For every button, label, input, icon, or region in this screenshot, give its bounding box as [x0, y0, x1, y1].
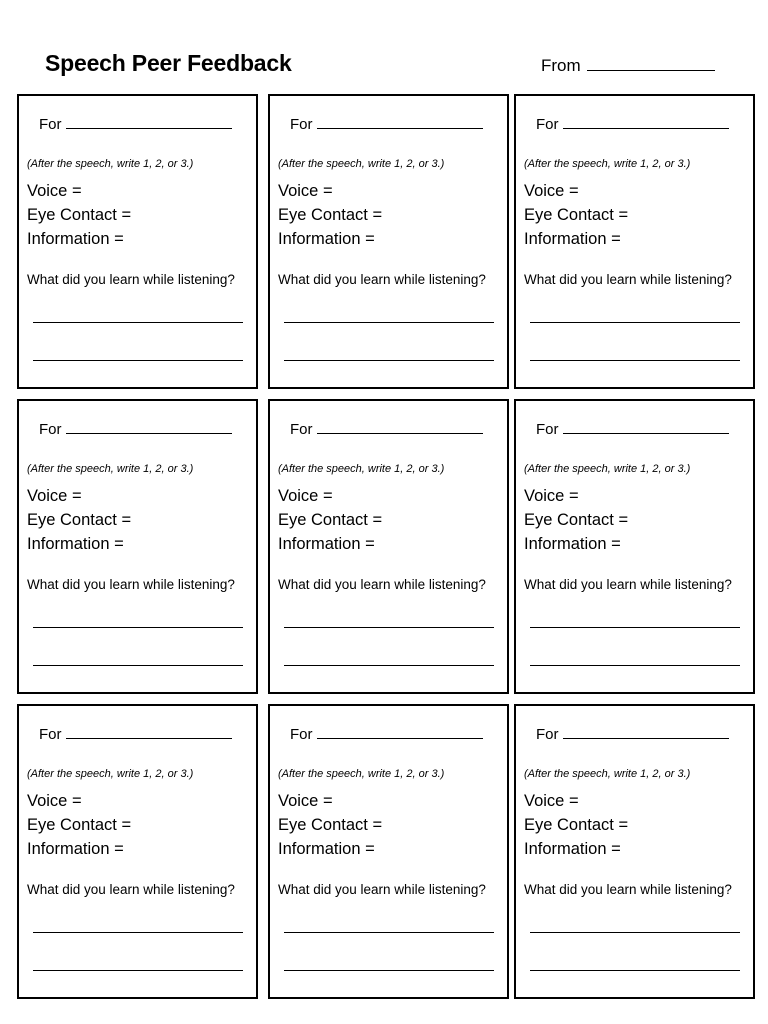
- from-blank[interactable]: [587, 60, 715, 71]
- answer-line-2[interactable]: [530, 360, 740, 361]
- voice-score[interactable]: Voice =: [524, 792, 579, 810]
- answer-line-2[interactable]: [284, 665, 494, 666]
- answer-line-1[interactable]: [33, 322, 243, 323]
- learning-question: What did you learn while listening?: [278, 577, 486, 592]
- feedback-card-2: [268, 94, 509, 389]
- for-blank[interactable]: [66, 728, 232, 739]
- eye-contact-score[interactable]: Eye Contact =: [278, 511, 383, 529]
- information-score[interactable]: Information =: [27, 535, 124, 553]
- rating-instruction: (After the speech, write 1, 2, or 3.): [27, 463, 194, 475]
- rating-instruction: (After the speech, write 1, 2, or 3.): [524, 158, 691, 170]
- eye-contact-score[interactable]: Eye Contact =: [27, 511, 132, 529]
- for-field[interactable]: [290, 726, 483, 743]
- answer-line-2[interactable]: [33, 970, 243, 971]
- learning-question: What did you learn while listening?: [524, 272, 732, 287]
- voice-score[interactable]: Voice =: [278, 792, 333, 810]
- learning-question: What did you learn while listening?: [27, 272, 235, 287]
- information-score[interactable]: Information =: [524, 535, 621, 553]
- voice-score[interactable]: Voice =: [27, 182, 82, 200]
- for-field[interactable]: [536, 421, 729, 438]
- for-blank[interactable]: [66, 423, 232, 434]
- information-score[interactable]: Information =: [278, 230, 375, 248]
- learning-question: What did you learn while listening?: [524, 577, 732, 592]
- eye-contact-score[interactable]: Eye Contact =: [27, 816, 132, 834]
- for-blank[interactable]: [317, 423, 483, 434]
- eye-contact-score[interactable]: Eye Contact =: [278, 816, 383, 834]
- for-label: For: [290, 421, 313, 438]
- answer-line-2[interactable]: [284, 970, 494, 971]
- answer-line-2[interactable]: [530, 970, 740, 971]
- information-score[interactable]: Information =: [278, 840, 375, 858]
- rating-instruction: (After the speech, write 1, 2, or 3.): [278, 158, 445, 170]
- for-blank[interactable]: [563, 423, 729, 434]
- feedback-card-3: [514, 94, 755, 389]
- eye-contact-score[interactable]: Eye Contact =: [27, 206, 132, 224]
- voice-score[interactable]: Voice =: [524, 487, 579, 505]
- learning-question: What did you learn while listening?: [278, 272, 486, 287]
- rating-instruction: (After the speech, write 1, 2, or 3.): [27, 158, 194, 170]
- voice-score[interactable]: Voice =: [27, 792, 82, 810]
- answer-line-2[interactable]: [530, 665, 740, 666]
- voice-score[interactable]: Voice =: [278, 182, 333, 200]
- from-label: From: [541, 56, 581, 75]
- eye-contact-score[interactable]: Eye Contact =: [278, 206, 383, 224]
- information-score[interactable]: Information =: [27, 840, 124, 858]
- for-blank[interactable]: [563, 728, 729, 739]
- answer-line-1[interactable]: [33, 627, 243, 628]
- answer-line-1[interactable]: [284, 322, 494, 323]
- feedback-card-7: [17, 704, 258, 999]
- for-label: For: [39, 421, 62, 438]
- feedback-card-1: [17, 94, 258, 389]
- for-label: For: [290, 116, 313, 133]
- for-label: For: [290, 726, 313, 743]
- eye-contact-score[interactable]: Eye Contact =: [524, 206, 629, 224]
- voice-score[interactable]: Voice =: [27, 487, 82, 505]
- answer-line-2[interactable]: [33, 665, 243, 666]
- information-score[interactable]: Information =: [524, 230, 621, 248]
- feedback-card-9: [514, 704, 755, 999]
- for-field[interactable]: [536, 726, 729, 743]
- voice-score[interactable]: Voice =: [524, 182, 579, 200]
- answer-line-1[interactable]: [530, 322, 740, 323]
- for-blank[interactable]: [317, 118, 483, 129]
- answer-line-1[interactable]: [530, 932, 740, 933]
- from-field[interactable]: [541, 56, 715, 76]
- information-score[interactable]: Information =: [278, 535, 375, 553]
- rating-instruction: (After the speech, write 1, 2, or 3.): [524, 463, 691, 475]
- for-field[interactable]: [39, 116, 232, 133]
- learning-question: What did you learn while listening?: [524, 882, 732, 897]
- feedback-card-5: [268, 399, 509, 694]
- for-label: For: [536, 726, 559, 743]
- learning-question: What did you learn while listening?: [27, 577, 235, 592]
- for-blank[interactable]: [66, 118, 232, 129]
- answer-line-2[interactable]: [33, 360, 243, 361]
- for-label: For: [536, 116, 559, 133]
- feedback-card-6: [514, 399, 755, 694]
- learning-question: What did you learn while listening?: [278, 882, 486, 897]
- answer-line-2[interactable]: [284, 360, 494, 361]
- for-field[interactable]: [290, 421, 483, 438]
- answer-line-1[interactable]: [284, 627, 494, 628]
- for-field[interactable]: [536, 116, 729, 133]
- information-score[interactable]: Information =: [27, 230, 124, 248]
- eye-contact-score[interactable]: Eye Contact =: [524, 511, 629, 529]
- rating-instruction: (After the speech, write 1, 2, or 3.): [524, 768, 691, 780]
- for-field[interactable]: [290, 116, 483, 133]
- feedback-card-8: [268, 704, 509, 999]
- for-blank[interactable]: [563, 118, 729, 129]
- rating-instruction: (After the speech, write 1, 2, or 3.): [278, 768, 445, 780]
- eye-contact-score[interactable]: Eye Contact =: [524, 816, 629, 834]
- feedback-card-4: [17, 399, 258, 694]
- answer-line-1[interactable]: [33, 932, 243, 933]
- for-field[interactable]: [39, 726, 232, 743]
- answer-line-1[interactable]: [530, 627, 740, 628]
- rating-instruction: (After the speech, write 1, 2, or 3.): [27, 768, 194, 780]
- page-title: Speech Peer Feedback: [45, 50, 292, 76]
- for-label: For: [39, 726, 62, 743]
- answer-line-1[interactable]: [284, 932, 494, 933]
- learning-question: What did you learn while listening?: [27, 882, 235, 897]
- for-label: For: [536, 421, 559, 438]
- information-score[interactable]: Information =: [524, 840, 621, 858]
- for-field[interactable]: [39, 421, 232, 438]
- for-blank[interactable]: [317, 728, 483, 739]
- for-label: For: [39, 116, 62, 133]
- rating-instruction: (After the speech, write 1, 2, or 3.): [278, 463, 445, 475]
- voice-score[interactable]: Voice =: [278, 487, 333, 505]
